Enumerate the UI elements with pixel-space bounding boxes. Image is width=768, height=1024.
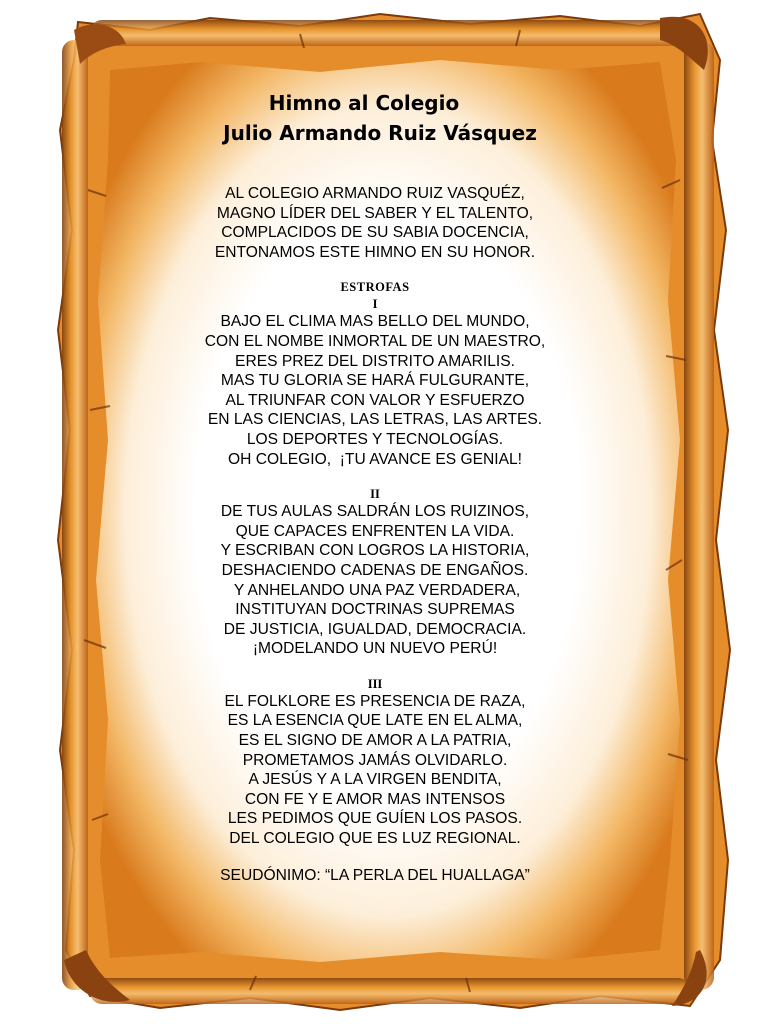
right-roll xyxy=(684,40,714,990)
verse-line: DESHACIENDO CADENAS DE ENGAÑOS. xyxy=(221,561,529,579)
bottom-roll xyxy=(90,978,690,1004)
top-roll xyxy=(90,20,690,46)
verse-line: EL FOLKLORE ES PRESENCIA DE RAZA, xyxy=(224,692,526,710)
verse-line: LES PEDIMOS QUE GUÍEN LOS PASOS. xyxy=(227,810,523,828)
document-subtitle: Julio Armando Ruiz Vásquez xyxy=(223,121,537,145)
verse-line: DE TUS AULAS SALDRÁN LOS RUIZINOS, xyxy=(220,503,530,521)
verse-line: MAS TU GLORIA SE HARÁ FULGURANTE, xyxy=(220,372,530,390)
intro-line: AL COLEGIO ARMANDO RUIZ VASQUÉZ, xyxy=(225,185,525,202)
verse-line: Y ANHELANDO UNA PAZ VERDADERA, xyxy=(229,581,521,599)
verse-line: DE JUSTICIA, IGUALDAD, DEMOCRACIA. xyxy=(223,620,527,638)
verse-line: QUE CAPACES ENFRENTEN LA VIDA. xyxy=(235,522,515,540)
verse-line: ES LA ESENCIA QUE LATE EN EL ALMA, xyxy=(227,712,523,730)
verse-line: ERES PREZ DEL DISTRITO AMARILIS. xyxy=(235,352,515,370)
verse-line: LOS DEPORTES Y TECNOLOGÍAS. xyxy=(246,430,504,448)
intro-line: ENTONAMOS ESTE HIMNO EN SU HONOR. xyxy=(214,243,536,261)
stanza-2 xyxy=(150,502,600,659)
verse-line: INSTITUYAN DOCTRINAS SUPREMAS xyxy=(235,601,515,619)
verse-line: ES EL SIGNO DE AMOR A LA PATRIA, xyxy=(238,732,512,750)
stanza-numeral: II xyxy=(370,487,380,502)
verse-line: DEL COLEGIO QUE ES LUZ REGIONAL. xyxy=(229,830,521,848)
verse-line: PROMETAMOS JAMÁS OLVIDARLO. xyxy=(242,751,508,769)
seudonimo-signature: SEUDÓNIMO: “LA PERLA DEL HUALLAGA” xyxy=(220,866,530,884)
stanza-1 xyxy=(150,312,600,469)
stanza-3 xyxy=(150,692,600,849)
verse-line: A JESÚS Y A LA VIRGEN BENDITA, xyxy=(248,771,502,789)
verse-line: BAJO EL CLIMA MAS BELLO DEL MUNDO, xyxy=(220,313,530,331)
verse-line: EN LAS CIENCIAS, LAS LETRAS, LAS ARTES. xyxy=(207,411,543,429)
document-title: Himno al Colegio xyxy=(268,91,460,115)
verse-line: OH COLEGIO, ¡TU AVANCE ES GENIAL! xyxy=(227,450,523,468)
stanza-numeral: III xyxy=(367,676,383,691)
verse-line: ¡MODELANDO UN NUEVO PERÚ! xyxy=(252,640,498,658)
hymn-document xyxy=(150,88,600,901)
intro-line: MAGNO LÍDER DEL SABER Y EL TALENTO, xyxy=(216,204,534,222)
estrofas-heading: ESTROFAS xyxy=(340,280,410,295)
verse-line: AL TRIUNFAR CON VALOR Y ESFUERZO xyxy=(225,391,525,409)
intro-line: COMPLACIDOS DE SU SABIA DOCENCIA, xyxy=(221,224,529,242)
intro-stanza xyxy=(150,184,600,262)
verse-line: CON EL NOMBE INMORTAL DE UN MAESTRO, xyxy=(204,332,546,350)
stanza-numeral: I xyxy=(372,297,378,312)
verse-line: CON FE Y E AMOR MAS INTENSOS xyxy=(244,790,506,808)
left-roll xyxy=(62,40,88,990)
verse-line: Y ESCRIBAN CON LOGROS LA HISTORIA, xyxy=(220,542,530,560)
